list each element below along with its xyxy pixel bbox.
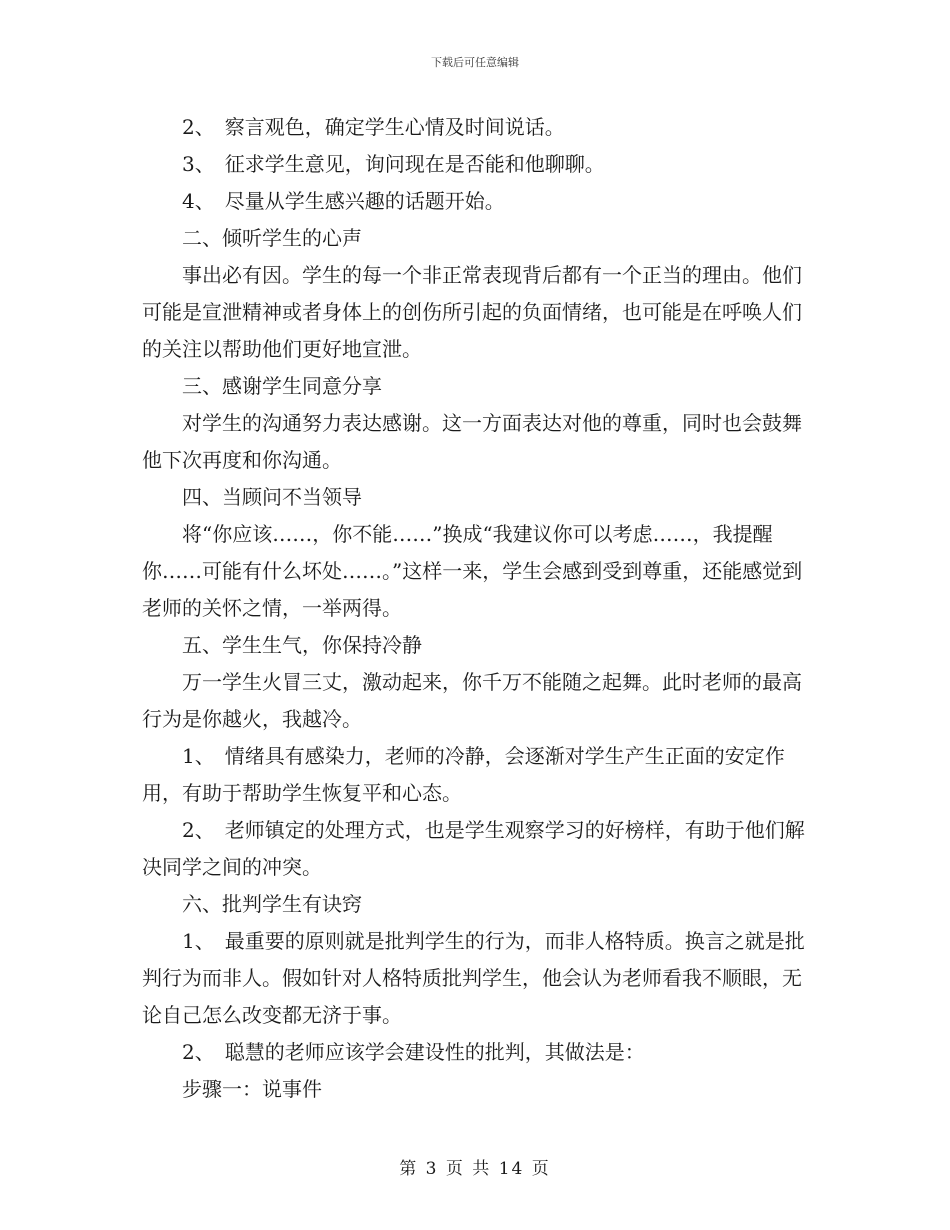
page-number-footer: 第 3 页 共 14 页 <box>399 1159 551 1179</box>
section-heading: 二、倾听学生的心声 <box>182 226 362 250</box>
paragraph: 3、 征求学生意见，询问现在是否能和他聊聊。 <box>182 152 605 176</box>
paragraph: 对学生的沟通努力表达感谢。这一方面表达对他的尊重，同时也会鼓舞他下次再度和你沟通。 <box>142 411 802 472</box>
section-heading: 四、当顾问不当领导 <box>182 485 362 509</box>
paragraph: 2、 老师镇定的处理方式，也是学生观察学习的好榜样，有助于他们解决同学之间的冲突。 <box>142 818 805 879</box>
paragraph: 事出必有因。学生的每一个非正常表现背后都有一个正当的理由。他们可能是宣泄精神或者身体上的创伤所引起的负面情绪，也可能是在呼唤人们的关注以帮助他们更好地宣泄。 <box>142 263 802 361</box>
section-heading: 五、学生生气，你保持冷静 <box>182 633 422 657</box>
paragraph: 2、 察言观色，确定学生心情及时间说话。 <box>182 115 565 139</box>
paragraph: 将“你应该……，你不能……”换成“我建议你可以考虑……，我提醒你……可能有什么坏处……。”这样一来，学生会感到受到尊重，还能感觉到老师的关怀之情，一举两得。 <box>142 522 803 620</box>
document-body <box>142 109 810 1108</box>
paragraph: 1、 最重要的原则就是批判学生的行为，而非人格特质。换言之就是批判行为而非人。假如针对人格特质批判学生，他会认为老师看我不顺眼，无论自己怎么改变都无济于事。 <box>142 929 805 1027</box>
paragraph: 4、 尽量从学生感兴趣的话题开始。 <box>182 189 505 213</box>
paragraph: 步骤一：说事件 <box>182 1077 322 1101</box>
paragraph: 1、 情绪具有感染力，老师的冷静，会逐渐对学生产生正面的安定作用，有助于帮助学生恢复平和心态。 <box>142 744 785 805</box>
paragraph: 万一学生火冒三丈，激动起来，你千万不能随之起舞。此时老师的最高行为是你越火，我越冷。 <box>142 670 802 731</box>
page-header: 下载后可任意编辑 <box>431 56 519 69</box>
section-heading: 三、感谢学生同意分享 <box>182 374 382 398</box>
paragraph: 2、 聪慧的老师应该学会建设性的批判，其做法是： <box>182 1040 645 1064</box>
section-heading: 六、批判学生有诀窍 <box>182 892 362 916</box>
